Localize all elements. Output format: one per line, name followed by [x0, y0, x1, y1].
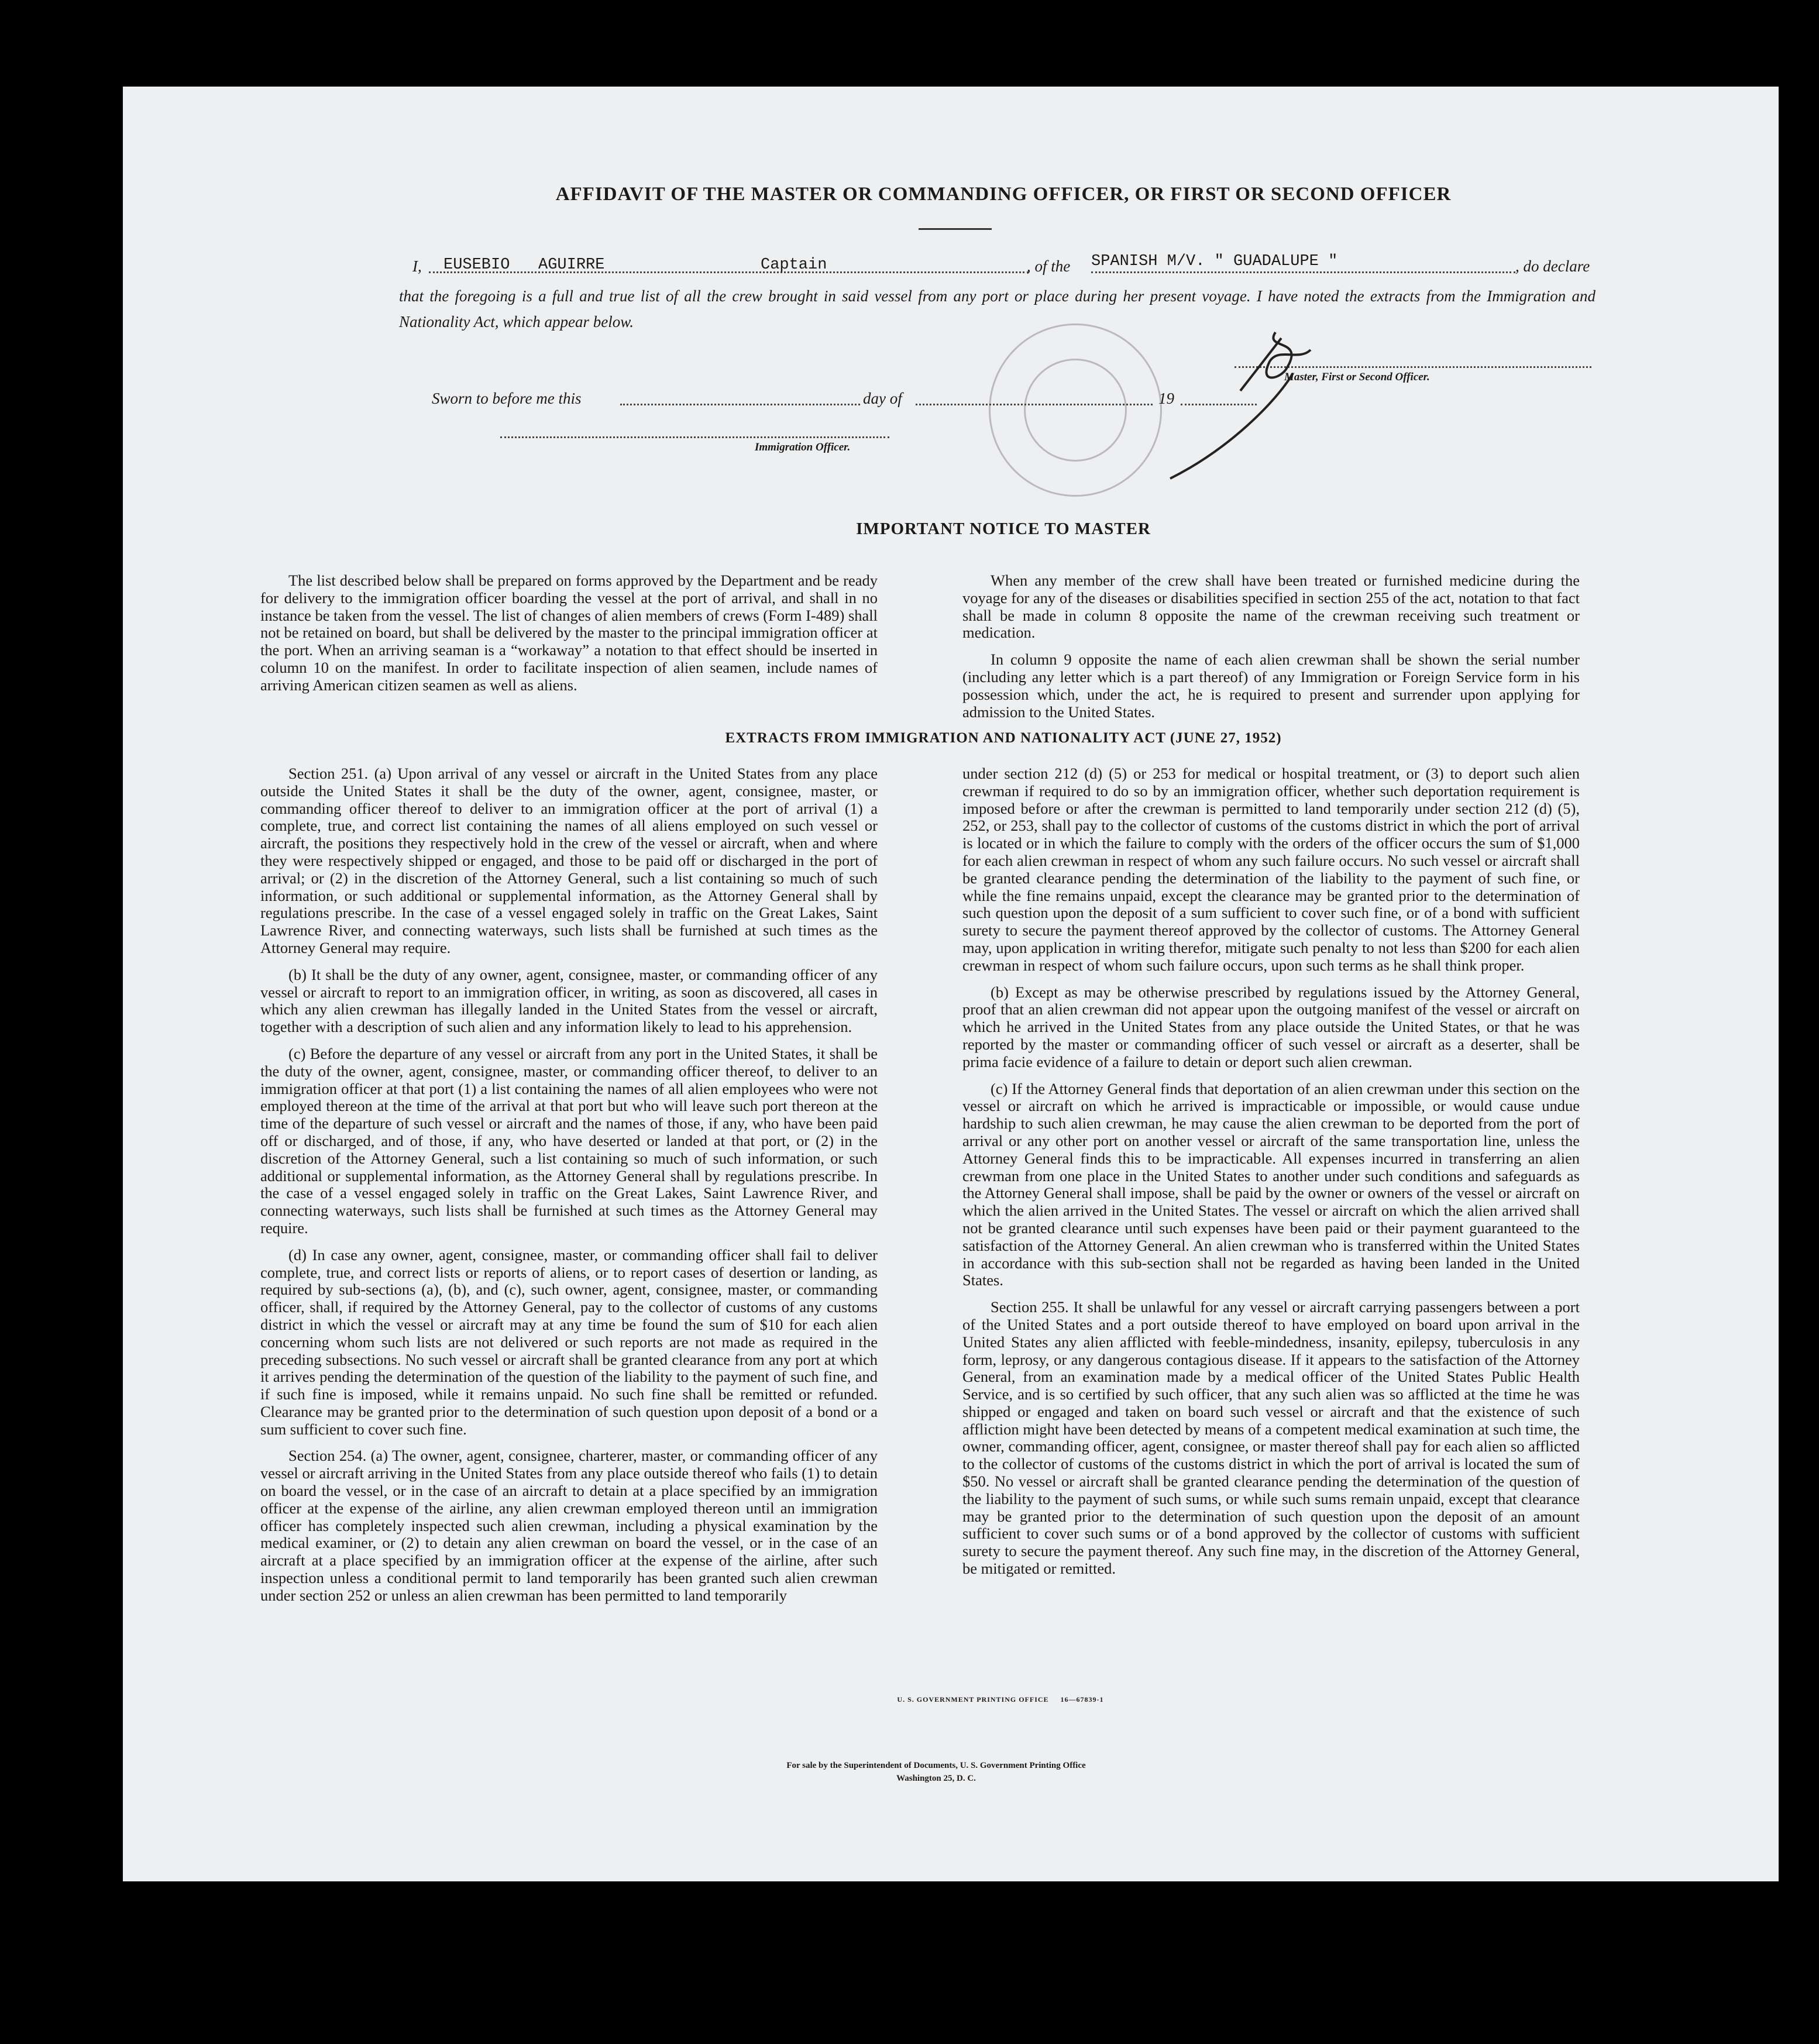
official-stamp-inner — [1024, 359, 1127, 462]
sworn-month-line — [916, 404, 1153, 405]
of-the-label: , of the — [1027, 257, 1071, 275]
sworn-date-line — [620, 404, 860, 405]
section-254-c: (c) If the Attorney General finds that deportation of an alien crewman under this section on the vessel or aircraft on which he arrived is impracticable or impossible, or would cause undue hardship to such alien crewman, he may cause the alien crewman to be deported from the port of arrival or any other port on another vessel or aircraft of the same transportation line, unless the Attorney General finds this to be impracticable. All expenses incurred in transferring an alien crewman from one place in the United States to another under such conditions and safeguards as the Attorney General shall impose, shall be paid by the owner or owners of the vessel or aircraft on which the alien arrived in the United States. The vessel or aircraft on which the alien arrived shall not be granted clearance until such expenses have been paid or their payment guaranteed to the satisfaction of the Attorney General. An alien crewman who is transferred within the United States in accordance with this sub-section shall not be regarded as having been landed in the United States. — [962, 1079, 1580, 1289]
notice-title: IMPORTANT NOTICE TO MASTER — [856, 519, 1151, 538]
notice-left-paragraph: The list described below shall be prepared on forms approved by the Department and be ready for delivery to the immigration officer boarding the vessel at the port of arrival, and shall in no instance be taken from the vessel. The list of changes of alien members of crews (Form I-489) shall not be retained on board, but shall be delivered by the master to the principal immigration officer at the port. When an arriving seaman is a “workaway” a notation to that effect should be inserted in column 10 on the manifest. In order to facilitate inspection of alien seamen, include names of arriving American citizen seamen as well as aliens. — [260, 572, 878, 694]
section-254-a-continued: under section 212 (d) (5) or 253 for medical or hospital treatment, or (3) to deport such alien crewman if required to do so by an immigration officer, whether such deportation requirement is imposed before or after the crewman is permitted to land temporarily under section 212 (d) (5), 252, or 253, shall pay to the collector of customs of the customs district in which the port of arrival is located or in which the failure to comply with the orders of the officer occurs the sum of $1,000 for each alien crewman in respect of whom any such failure occurs. No such vessel or aircraft shall be granted clearance pending the determination of the liability to the payment of such fine, or while the fine remains unpaid, except the clearance may be granted prior to the determination of such question upon the deposit of a sum sufficient to cover such fine, or of a bond with sufficient surety to secure the payment thereof approved by the collector of customs. The Attorney General may, upon application in writing therefor, mitigate such penalty to not less than $200 for each alien crewman in respect of whom such failure occurs, upon such terms as he shall think proper. — [962, 765, 1580, 974]
sworn-label: Sworn to before me this — [432, 390, 582, 407]
gpo-imprint: U. S. GOVERNMENT PRINTING OFFICE 16—67839-1 — [897, 1695, 1104, 1704]
notice-right-paragraph: In column 9 opposite the name of each alien crewman shall be shown the serial number (including any letter which is a part thereof) of any Immigration or Foreign Service form in his possession which, under the act, he is required to present and surrender upon applying for admission to the United States. — [962, 651, 1580, 721]
notice-right-column — [962, 572, 1580, 721]
section-255: Section 255. It shall be unlawful for any vessel or aircraft carrying passengers between a port of the United States and a port outside thereof to have employed on board upon arrival in the United States any alien afflicted with feeble-mindedness, insanity, epilepsy, tuberculosis in any form, leprosy, or any dangerous contagious disease. If it appears to the satisfaction of the Attorney General, from an examination made by a medical officer of the United States Public Health Service, and is so certified by such officer, that any such alien was so afflicted at the time he was shipped or engaged and taken on board such vessel or aircraft and that the existence of such affliction might have been detected by means of a competent medical examination at such time, the owner, commanding officer, agent, consignee, or master thereof shall pay for each alien so afflicted to the collector of customs of the customs district in which the port of arrival is located the sum of $50. No vessel or aircraft shall be granted clearance pending the determination of the question of the liability to the payment of such sums, or while such sums remain unpaid, except that clearance may be granted prior to the determination of such question upon the deposit of an amount sufficient to cover such sums or of a bond approved by the collector of customs with sufficient surety to secure the payment thereof. Any such fine may, in the discretion of the Attorney General, be mitigated or remitted. — [962, 1298, 1580, 1578]
extracts-right-column — [962, 765, 1580, 1578]
affidavit-statement: that the foregoing is a full and true list of all the crew brought in said vessel from any port or place during her present voyage. I have noted the extracts from the Immigration and Nationality Act, which appear below. — [399, 287, 1596, 331]
vessel-name-field: SPANISH M/V. " GUADALUPE " — [1091, 253, 1338, 270]
officer-signature-line — [500, 436, 889, 438]
section-254-a: Section 254. (a) The owner, agent, consignee, charterer, master, or commanding officer of any vessel or aircraft arriving in the United States from any place outside thereof who fails (1) to detain on board the vessel, or in the case of an aircraft to detain at a place specified by an immigration officer at the expense of the airline, any alien crewman employed thereon until an immigration officer has completely inspected such alien crewman, including a physical examination by the medical examiner, or (2) to detain any alien crewman on board the vessel, or in the case of an aircraft at a place specified by an immigration officer at the expense of the airline, after such inspection unless a conditional permit to land temporarily has been granted such alien crewman under section 252 or unless an alien crewman has been permitted to land temporarily — [260, 1447, 878, 1604]
master-name-field: EUSEBIO AGUIRRE — [443, 256, 605, 274]
sale-line-1: For sale by the Superintendent of Documents, U. S. Government Printing Office — [786, 1761, 1086, 1770]
immigration-officer-label: Immigration Officer. — [755, 441, 851, 453]
section-251-c: (c) Before the departure of any vessel or aircraft from any port in the United States, it shall be the duty of the owner, agent, consignee, master, or commanding officer thereof, to deliver to an immigration officer at that port (1) a list containing the names of all alien employees who were not employed thereon at the time of the arrival at that port but who will leave such port thereon at the time of the departure of such vessel or aircraft and the names of those, if any, who have been paid off or discharged, and of those, if any, who have deserted or landed at that port, or (2) in the discretion of the Attorney General, such a list containing so much of such information, or such additional or supplemental information, as the Attorney General shall by regulations prescribe. In the case of a vessel engaged solely in traffic on the Great Lakes, Saint Lawrence River, and connecting waterways, such lists shall be furnished at such times as the Attorney General may require. — [260, 1044, 878, 1237]
document-page — [123, 87, 1779, 1881]
sworn-year-line — [1181, 404, 1257, 405]
do-declare-label: , do declare — [1515, 257, 1590, 275]
rank-field: Captain — [761, 256, 827, 274]
signature-mark — [1158, 315, 1357, 484]
extracts-left-column — [260, 765, 878, 1605]
affidavit-title: AFFIDAVIT OF THE MASTER OR COMMANDING OFFICER, OR FIRST OR SECOND OFFICER — [555, 184, 1452, 205]
sale-line-2: Washington 25, D. C. — [896, 1774, 976, 1783]
section-251-b: (b) It shall be the duty of any owner, agent, consignee, master, or commanding officer of any vessel or aircraft to report to an immigration officer, in writing, as soon as discovered, all cases in which any alien crewman has illegally landed in the United States from the vessel or aircraft, together with a description of such alien and any information likely to lead to his apprehension. — [260, 965, 878, 1036]
pre-name-label: I, — [412, 257, 422, 275]
section-254-b: (b) Except as may be otherwise prescribed by regulations issued by the Attorney General, proof that an alien crewman did not appear upon the outgoing manifest of the vessel or aircraft on which he arrived in the United States from any place outside the United States, or that he was reported by the master or commanding officer of such vessel or aircraft as a deserter, shall be prima facie evidence of a failure to detain or deport such alien crewman. — [962, 983, 1580, 1071]
title-rule — [919, 228, 992, 230]
year-label: 19 — [1158, 390, 1174, 407]
section-251-a: Section 251. (a) Upon arrival of any vessel or aircraft in the United States from any place outside the United States it shall be the duty of the owner, agent, consignee, master, or commanding officer thereof to deliver to an immigration officer at the port of arrival (1) a complete, true, and correct list containing the names of all aliens employed on such vessel or aircraft, the positions they respectively hold in the crew of the vessel or aircraft, when and where they were respectively shipped or engaged, and those to be paid off or discharged in the port of arrival; or (2) in the discretion of the Attorney General, such a list containing so much of such information, or such additional or supplemental information, as the Attorney General shall by regulations prescribe. In the case of a vessel engaged solely in traffic on the Great Lakes, Saint Lawrence River, and connecting waterways, such lists shall be furnished at such times as the Attorney General may require. — [260, 765, 878, 956]
extracts-title: EXTRACTS FROM IMMIGRATION AND NATIONALITY ACT (JUNE 27, 1952) — [725, 730, 1282, 746]
notice-left-column — [260, 572, 878, 694]
day-of-label: day of — [863, 390, 902, 407]
signature-label: Master, First or Second Officer. — [1284, 371, 1430, 383]
notice-right-paragraph: When any member of the crew shall have been treated or furnished medicine during the voyage for any of the diseases or disabilities specified in section 255 of the act, notation to that fact shall be made in column 8 opposite the name of the crewman receiving such treatment or medication. — [962, 572, 1580, 642]
vessel-field-line — [1091, 271, 1515, 273]
section-251-d: (d) In case any owner, agent, consignee, master, or commanding officer shall fail to deliver complete, true, and correct lists or reports of aliens, or to report cases of desertion or landing, as required by sub-sections (a), (b), and (c), such owner, agent, consignee, master, or commanding officer, shall, if required by the Attorney General, pay to the collector of customs of any customs district in which the vessel or aircraft may at any time be found the sum of $10 for each alien concerning whom such lists are not delivered or such reports are not made as required in the preceding subsections. No such vessel or aircraft shall be granted clearance from any port at which it arrives pending the determination of the question of the liability to the payment of such fine, and if such fine is imposed, while it remains unpaid. No such fine shall be remitted or refunded. Clearance may be granted prior to the determination of such question upon deposit of a bond or a sum sufficient to cover such fine. — [260, 1245, 878, 1438]
